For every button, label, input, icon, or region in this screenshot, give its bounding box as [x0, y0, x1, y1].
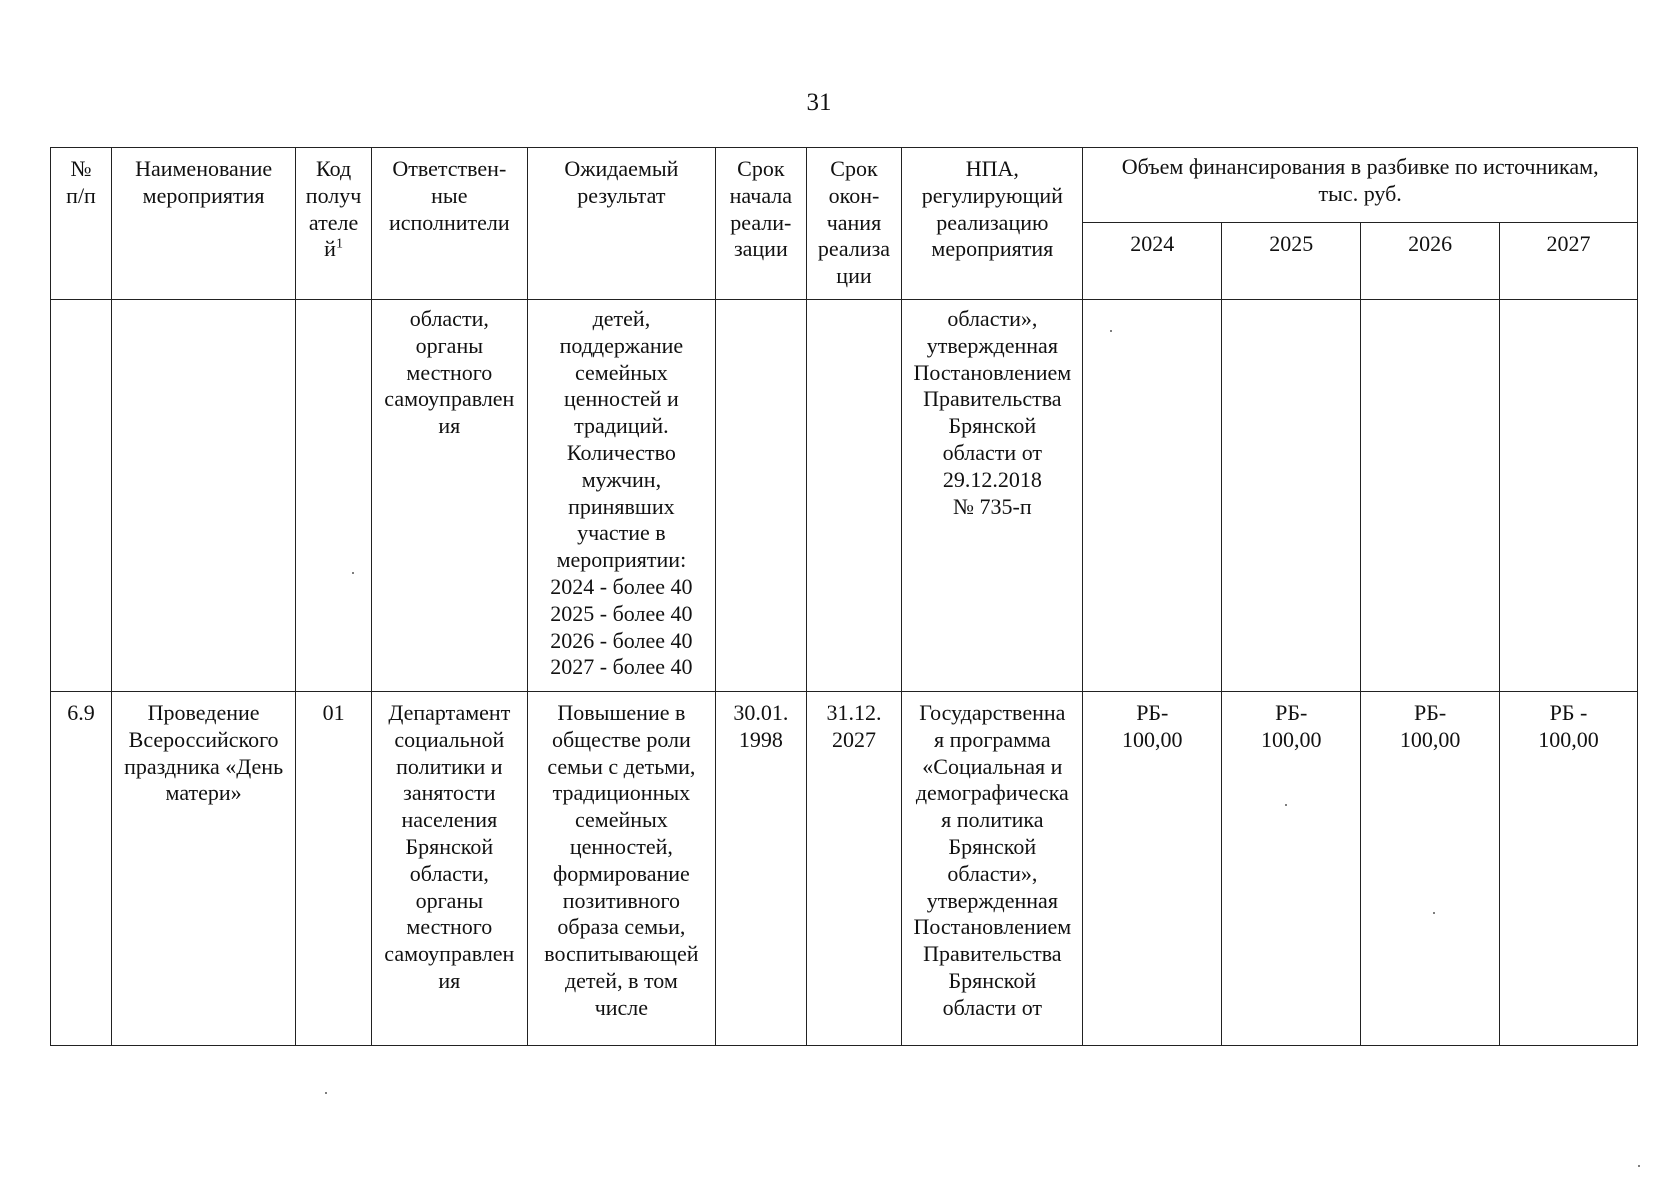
header-line: Наименование: [135, 156, 273, 181]
cell-line: самоуправлен: [384, 941, 515, 967]
header-start: [716, 148, 807, 300]
cell-end: [806, 300, 902, 692]
cell-line: РБ -: [1549, 700, 1588, 725]
cell-2025: [1222, 692, 1361, 1046]
cell-num: 6.9: [51, 692, 112, 1046]
header-name: [112, 148, 296, 300]
cell-line: участие в: [577, 520, 666, 546]
header-code-last: й: [324, 236, 336, 262]
header-line: мероприятия: [142, 182, 265, 208]
cell-line: демографическа: [915, 780, 1069, 806]
cell-start: [716, 300, 807, 692]
cell-line: 30.01.: [733, 700, 789, 725]
header-line: начала: [729, 182, 793, 208]
cell-line: «Социальная и: [922, 753, 1063, 779]
cell-line: Брянской: [405, 833, 494, 859]
scan-speck: [1638, 1165, 1640, 1167]
cell-lines: [810, 700, 899, 754]
header-line: Срок: [737, 156, 785, 181]
cell-line: я политика: [941, 807, 1044, 833]
cell-line: 100,00: [1260, 726, 1322, 752]
cell-line: органы: [415, 887, 483, 913]
header-line: мероприятия: [931, 236, 1054, 262]
cell-line: детей, в том: [564, 967, 678, 993]
cell-line: области,: [409, 306, 489, 331]
cell-line: области от: [942, 439, 1043, 465]
cell-line: традиций.: [574, 413, 669, 439]
header-year-2024: 2024: [1083, 223, 1222, 300]
header-line: Объем финансирования в разбивке по источникам,: [1121, 154, 1599, 179]
header-responsible-lines: [375, 156, 524, 236]
header-line: Срок: [830, 156, 878, 181]
cell-line: 100,00: [1538, 726, 1599, 752]
cell-line: утвержденная: [926, 887, 1058, 913]
cell-line: Департамент: [388, 700, 511, 725]
cell-lines: [375, 700, 524, 995]
header-end-lines: [810, 156, 899, 290]
cell-2027: [1500, 300, 1638, 692]
cell-line: семейных: [574, 359, 668, 385]
cell-line: Брянской: [948, 833, 1037, 859]
table-row: [51, 300, 1638, 692]
cell-line: социальной: [394, 726, 505, 752]
cell-line: детей,: [592, 306, 651, 331]
cell-line: 2026 - более 40: [550, 627, 693, 653]
header-funding-lines: [1086, 154, 1634, 208]
cell-line: ценностей,: [569, 833, 673, 859]
cell-line: Проведение: [147, 700, 260, 725]
cell-2025: [1222, 300, 1361, 692]
cell-line: воспитывающей: [544, 941, 699, 967]
cell-result: [527, 300, 715, 692]
cell-line: мужчин,: [581, 466, 662, 492]
header-year-2027: 2027: [1500, 223, 1638, 300]
cell-line: Брянской: [948, 967, 1037, 993]
cell-line: РБ-: [1136, 700, 1169, 725]
cell-line: политики и: [396, 753, 503, 779]
cell-line: 2024 - более 40: [550, 573, 693, 599]
cell-2027: [1500, 692, 1638, 1046]
cell-line: числе: [594, 994, 649, 1020]
cell-line: Повышение в: [557, 700, 686, 725]
header-line: ателе: [308, 209, 359, 235]
cell-line: РБ-: [1275, 700, 1308, 725]
header-result-lines: [531, 156, 712, 210]
cell-line: позитивного: [562, 887, 681, 913]
page-number: 31: [806, 89, 832, 116]
header-line: Ожидаемый: [564, 156, 679, 181]
cell-lines: [905, 306, 1079, 520]
header-line: реализацию: [936, 209, 1049, 235]
cell-line: я программа: [934, 726, 1051, 752]
cell-code: [296, 300, 372, 692]
cell-line: Количество: [566, 439, 676, 465]
cell-responsible: [371, 300, 527, 692]
header-line: [299, 236, 368, 263]
cell-line: 2027 - более 40: [550, 654, 693, 680]
cell-name: [112, 692, 296, 1046]
header-line: ные: [431, 182, 468, 208]
cell-start: [716, 692, 807, 1046]
cell-line: самоуправлен: [384, 386, 515, 412]
header-end: [806, 148, 902, 300]
header-start-lines: [719, 156, 803, 263]
header-line: ции: [836, 263, 872, 289]
cell-line: ценностей и: [563, 386, 679, 412]
cell-line: области»,: [947, 860, 1038, 886]
cell-line: местного: [406, 914, 493, 940]
scan-speck: [325, 1092, 327, 1094]
cell-line: обществе роли: [551, 726, 691, 752]
cell-2024: [1083, 692, 1222, 1046]
header-line: Код: [316, 156, 352, 181]
cell-line: местного: [406, 359, 493, 385]
cell-line: Всероссийского: [128, 726, 279, 752]
cell-npa: [902, 300, 1083, 692]
cell-line: Государственна: [919, 700, 1066, 725]
cell-end: [806, 692, 902, 1046]
cell-lines: [375, 306, 524, 440]
cell-result: [527, 692, 715, 1046]
cell-name: [112, 300, 296, 692]
cell-line: № 735-п: [953, 493, 1032, 519]
cell-line: 100,00: [1122, 726, 1183, 752]
cell-line: 2027: [831, 726, 876, 752]
header-line: тыс. руб.: [1318, 180, 1402, 206]
scan-speck: [352, 572, 354, 574]
cell-line: Правительства: [923, 386, 1062, 412]
header-num-lines: [54, 156, 108, 210]
cell-2024: [1083, 300, 1222, 692]
cell-lines: [531, 306, 712, 681]
cell-line: 1998: [738, 726, 783, 752]
header-line: регулирующий: [921, 182, 1063, 208]
header-line: №: [70, 156, 92, 181]
cell-line: области»,: [947, 306, 1038, 331]
cell-lines: [905, 700, 1079, 1022]
cell-line: населения: [401, 807, 498, 833]
events-table: [50, 147, 1638, 1046]
cell-line: формирование: [552, 860, 690, 886]
cell-line: РБ-: [1414, 700, 1447, 725]
scan-speck: [1110, 330, 1112, 332]
cell-line: образа семьи,: [557, 914, 686, 940]
cell-line: матери»: [165, 780, 242, 806]
cell-lines: [1364, 700, 1496, 754]
header-line: окон-: [828, 182, 880, 208]
cell-line: семейных: [574, 807, 668, 833]
scan-speck: [1285, 804, 1287, 806]
header-code: [296, 148, 372, 300]
cell-responsible: [371, 692, 527, 1046]
cell-line: принявших: [568, 493, 675, 519]
cell-line: утвержденная: [926, 332, 1058, 358]
scan-speck: [1433, 912, 1435, 914]
header-num: [51, 148, 112, 300]
cell-code: 01: [296, 692, 372, 1046]
cell-line: занятости: [403, 780, 496, 806]
header-line: получ: [305, 182, 362, 208]
cell-lines: [1503, 700, 1634, 754]
header-line: п/п: [66, 182, 96, 208]
cell-line: Правительства: [923, 941, 1062, 967]
header-line: исполнители: [388, 209, 510, 235]
cell-line: органы: [415, 332, 483, 358]
header-funding: [1083, 148, 1638, 223]
header-result: [527, 148, 715, 300]
header-npa-lines: [905, 156, 1079, 263]
cell-npa: [902, 692, 1083, 1046]
header-line: зации: [733, 236, 788, 262]
cell-line: 31.12.: [826, 700, 882, 725]
cell-2026: [1361, 692, 1500, 1046]
cell-lines: [719, 700, 803, 754]
cell-lines: [531, 700, 712, 1022]
header-row: [51, 148, 1638, 223]
cell-line: традиционных: [552, 780, 691, 806]
cell-2026: [1361, 300, 1500, 692]
header-line: чания: [826, 209, 882, 235]
header-code-lines: [299, 156, 368, 263]
cell-line: ия: [438, 967, 461, 993]
cell-lines: [1225, 700, 1357, 754]
cell-line: 29.12.2018: [942, 466, 1042, 492]
table-row: [51, 692, 1638, 1046]
footnote-mark: 1: [335, 237, 343, 253]
cell-line: 2025 - более 40: [550, 600, 693, 626]
header-line: реализа: [817, 236, 891, 262]
cell-line: области,: [409, 860, 489, 886]
header-line: НПА,: [965, 156, 1019, 181]
cell-line: Постановлением: [913, 914, 1072, 940]
cell-lines: [1086, 700, 1218, 754]
header-line: результат: [577, 182, 666, 208]
header-npa: [902, 148, 1083, 300]
header-responsible: [371, 148, 527, 300]
cell-line: праздника «День: [124, 753, 284, 779]
header-name-lines: [115, 156, 292, 210]
cell-line: семьи с детьми,: [547, 753, 696, 779]
header-line: реали-: [730, 209, 792, 235]
header-year-2026: 2026: [1361, 223, 1500, 300]
header-year-2025: 2025: [1222, 223, 1361, 300]
cell-line: поддержание: [559, 332, 684, 358]
cell-num: [51, 300, 112, 692]
cell-line: Брянской: [948, 413, 1037, 439]
cell-line: области от: [942, 994, 1043, 1020]
cell-line: ия: [438, 413, 461, 439]
cell-line: 100,00: [1399, 726, 1461, 752]
cell-line: мероприятии:: [556, 547, 687, 573]
cell-line: Постановлением: [913, 359, 1072, 385]
header-line: Ответствен-: [392, 156, 507, 181]
cell-lines: [115, 700, 292, 807]
